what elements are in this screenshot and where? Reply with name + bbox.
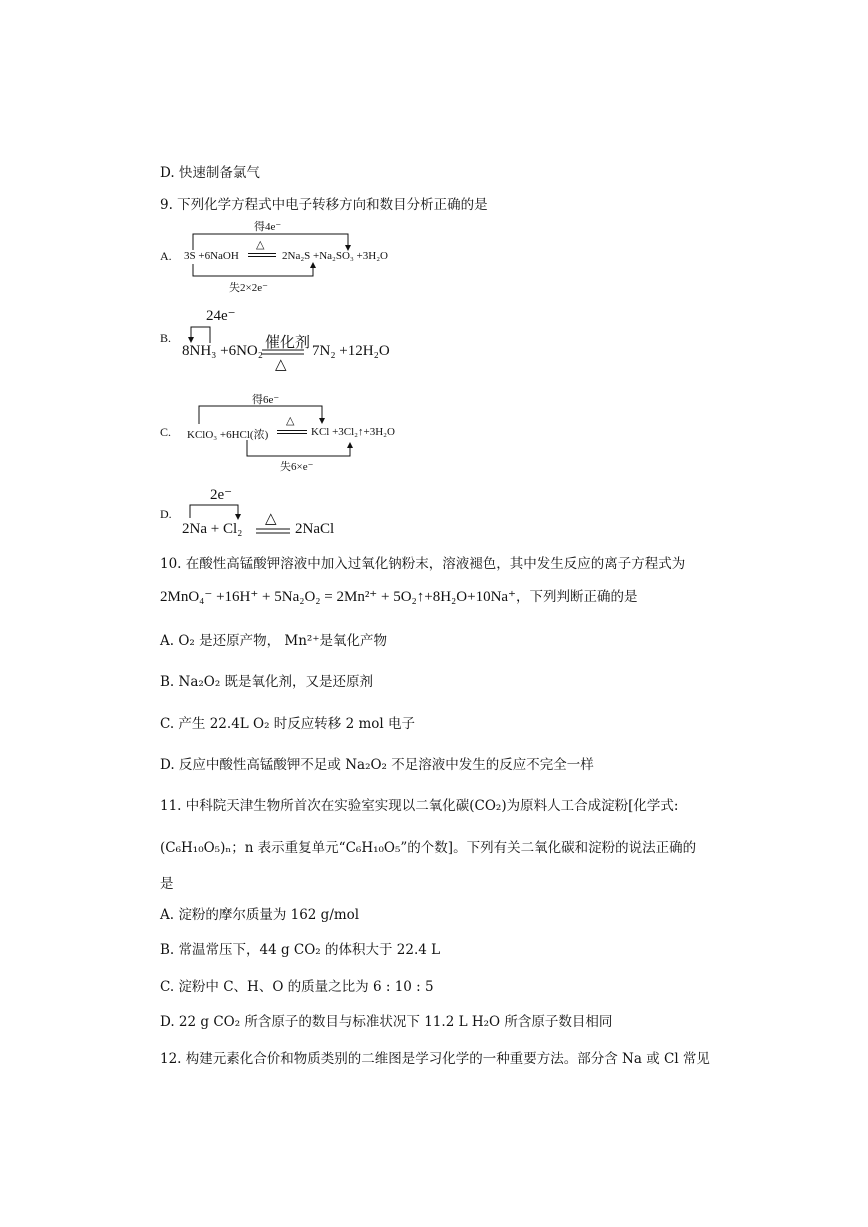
q9-d-lhs: 2Na + Cl₂ (182, 521, 243, 537)
q9-d-transfer: 2e⁻ (210, 487, 233, 503)
q9-c-gain: 得6e⁻ (252, 394, 280, 406)
q10-stem: 10. 在酸性高锰酸钾溶液中加入过氧化钠粉末，溶液褪色，其中发生反应的离子方程式为 (160, 556, 686, 572)
q9-c-cond: △ (286, 415, 295, 427)
q9-c-lhs: KClO₃ +6HCl(浓) (187, 429, 269, 441)
q9-b-rhs: 7N₂ +12H₂O (312, 343, 390, 359)
q11-line2: (C₆H₁₀O₅)ₙ；n 表示重复单元“C₆H₁₀O₅”的个数]。下列有关二氧化碳和淀粉的说法正确的 (160, 840, 697, 856)
q9-stem: 9. 下列化学方程式中电子转移方向和数目分析正确的是 (160, 197, 488, 213)
q9-b-transfer: 24e⁻ (206, 308, 236, 324)
q9-a-lhs: 3S +6NaOH (184, 250, 239, 262)
q10-equation-line (160, 585, 637, 606)
q9-a-rhs: 2Na₂S +Na₂SO₃ +3H₂O (282, 250, 388, 262)
q10-tail: ，下列判断正确的是 (515, 589, 638, 605)
q10-option-c: C. 产生 22.4L O₂ 时反应转移 2 mol 电子 (160, 716, 416, 732)
q9-a-gain: 得4e⁻ (254, 221, 282, 233)
q11-option-c: C. 淀粉中 C、H、O 的质量之比为 6 : 10 : 5 (160, 979, 434, 995)
q9-d-label: D. (160, 507, 172, 521)
q11-option-d: D. 22 g CO₂ 所含原子的数目与标准状况下 11.2 L H₂O 所含原子数目相同 (160, 1014, 613, 1030)
q11-line3: 是 (160, 876, 174, 892)
q9-b-cond: △ (275, 357, 287, 373)
q10-equation: 2MnO₄⁻ +16H⁺ + 5Na₂O₂ = 2Mn²⁺ + 5O₂↑+8H₂O+10Na⁺ (160, 589, 516, 605)
q9-d-rhs: 2NaCl (295, 521, 335, 537)
q9-c-rhs: KCl +3Cl₂↑+3H₂O (311, 426, 395, 438)
q9-a-cond: △ (256, 239, 265, 251)
q9-c-equals (277, 430, 307, 434)
q9-c-label: C. (160, 425, 172, 439)
q11-option-b: B. 常温常压下，44 g CO₂ 的体积大于 22.4 L (160, 942, 441, 958)
q9-b-label: B. (160, 331, 172, 345)
q11-line1: 11. 中科院天津生物所首次在实验室实现以二氧化碳(CO₂)为原料人工合成淀粉[化学式: (160, 798, 679, 814)
q9-a-label: A. (160, 249, 172, 263)
q9-c-lose: 失6×e⁻ (280, 461, 314, 473)
q12-stem: 12. 构建元素化合价和物质类别的二维图是学习化学的一种重要方法。部分含 Na 或 Cl 常见 (160, 1051, 710, 1067)
q8-option-d: D. 快速制备氯气 (160, 165, 260, 181)
q9-d-cond: △ (265, 511, 277, 527)
q9-b-catalyst: 催化剂 (265, 335, 311, 351)
q10-option-b: B. Na₂O₂ 既是氧化剂，又是还原剂 (160, 674, 374, 690)
q11-option-a: A. 淀粉的摩尔质量为 162 g/mol (160, 907, 360, 923)
q9-a-equals (248, 253, 276, 257)
q9-a-lose: 失2×2e⁻ (229, 282, 268, 294)
q9-b-lhs: 8NH₃ +6NO₂ (182, 343, 263, 359)
q10-option-d: D. 反应中酸性高锰酸钾不足或 Na₂O₂ 不足溶液中发生的反应不完全一样 (160, 757, 594, 773)
q10-option-a: A. O₂ 是还原产物， Mn²⁺是氧化产物 (160, 633, 387, 649)
